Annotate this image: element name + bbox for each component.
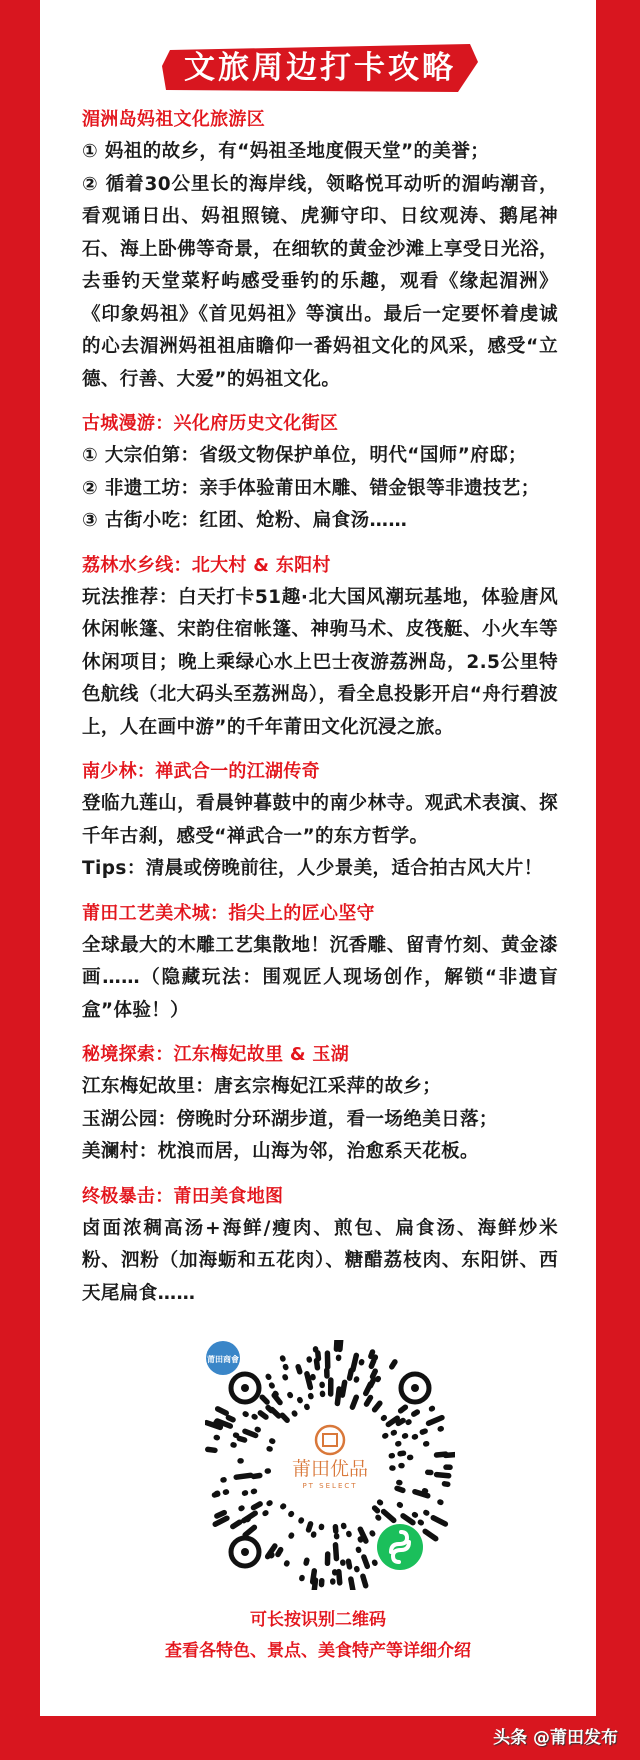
qr-dot bbox=[265, 1513, 266, 1514]
qr-dot bbox=[398, 1420, 403, 1423]
qr-dot bbox=[403, 1516, 413, 1523]
qr-dot bbox=[351, 1579, 353, 1590]
qr-dot bbox=[371, 1352, 373, 1356]
section-text: ① 妈祖的故乡，有“妈祖圣地度假天堂”的美誉； bbox=[82, 141, 490, 162]
qr-dot bbox=[352, 1397, 356, 1407]
qr-dot bbox=[340, 1340, 341, 1349]
qr-dot bbox=[239, 1439, 244, 1441]
title-banner bbox=[162, 44, 478, 92]
qr-dot bbox=[335, 1545, 336, 1559]
qr-dot bbox=[269, 1503, 270, 1504]
qr-dot bbox=[444, 1484, 447, 1485]
section-text: 美澜村：枕浪而居，山海为邻，治愈系天花板。 bbox=[82, 1141, 479, 1162]
logo-text: 莆田优品 bbox=[291, 1458, 369, 1480]
qr-dot bbox=[275, 1393, 276, 1394]
section-title: 终极暴击：莆田美食地图 bbox=[82, 1185, 284, 1207]
section-text: Tips：清晨或傍晚前往，人少景美，适合拍古风大片！ bbox=[82, 858, 543, 879]
qr-dot bbox=[375, 1403, 380, 1409]
qr-caption-primary: 可长按识别二维码 bbox=[250, 1610, 386, 1630]
qr-dot bbox=[414, 1412, 418, 1414]
qr-dot bbox=[420, 1522, 421, 1523]
source-watermark: 头条 @莆田发布 bbox=[493, 1728, 618, 1748]
qr-dot bbox=[425, 1531, 436, 1538]
qr-dot bbox=[375, 1508, 378, 1511]
qr-dot bbox=[307, 1374, 310, 1388]
qr-dot bbox=[339, 1572, 340, 1583]
qr-dot bbox=[228, 1418, 233, 1420]
section-text: ② 循着30公里长的海岸线，领略悦耳动听的湄屿潮音，看观诵日出、妈祖照镜、虎狮守印、日纹观涛、鹅尾神石、海上卧佛等奇景，在细软的黄金沙滩上享受日光浴，去垂钓天堂菜籽屿感受垂钓的乐趣，观看《缘起湄洲》《印象妈祖》《首见妈祖》等演出。最后一定要怀着虔诚的心去湄洲妈祖祖庙瞻仰一番妈祖文化的风采，感受“立德、行善、大爱”的妈祖文化。 bbox=[82, 173, 558, 390]
qr-dot bbox=[283, 1506, 284, 1507]
qr-dot bbox=[364, 1557, 367, 1566]
section-text: 全球最大的木雕工艺集散地！沉香雕、留青竹刻、黄金漆画……（隐藏玩法：围观匠人现场创作，解锁“非遗盲盒”体验！） bbox=[82, 934, 558, 1021]
mini-program-qr-code[interactable] bbox=[205, 1340, 455, 1590]
qr-dot bbox=[429, 1418, 442, 1424]
qr-dot bbox=[318, 1353, 319, 1359]
qr-dot bbox=[218, 1409, 227, 1413]
section bbox=[82, 408, 558, 538]
qr-dot bbox=[216, 1422, 221, 1424]
qr-dot bbox=[415, 1515, 416, 1516]
qr-dot bbox=[317, 1361, 318, 1368]
qr-dot bbox=[262, 1397, 267, 1402]
qr-dot bbox=[233, 1522, 240, 1526]
section-title: 莆田工艺美术城：指尖上的匠心坚守 bbox=[82, 902, 375, 924]
qr-dot bbox=[291, 1514, 292, 1515]
section bbox=[82, 104, 558, 396]
qr-dot bbox=[384, 1418, 385, 1419]
section-text: 登临九莲山，看晨钟暮鼓中的南少林寺。观武术表演、探千年古刹，感受“禅武合一”的东方哲学。 bbox=[82, 793, 558, 847]
qr-dot bbox=[306, 1560, 307, 1563]
qr-dot bbox=[397, 1488, 403, 1490]
section-title: 湄洲岛妈祖文化旅游区 bbox=[82, 109, 265, 130]
section bbox=[82, 1181, 558, 1311]
section-title: 秘境探索：江东梅妃故里 & 玉湖 bbox=[82, 1044, 350, 1065]
qr-dot bbox=[247, 1519, 248, 1520]
qr-dot bbox=[260, 1413, 266, 1417]
qr-dot bbox=[272, 1385, 273, 1386]
logo-emblem bbox=[316, 1426, 344, 1454]
qr-dot bbox=[373, 1371, 376, 1377]
section-text: ① 大宗伯第：省级文物保护单位，明代“国师”府邸； bbox=[82, 445, 527, 466]
qr-dot bbox=[437, 1475, 449, 1476]
qr-dot bbox=[245, 1431, 256, 1435]
qr-dot bbox=[400, 1453, 403, 1454]
section bbox=[82, 1039, 558, 1169]
qr-dot bbox=[384, 1512, 394, 1521]
avatar-text: 莆田商會 bbox=[207, 1355, 239, 1364]
qr-dot bbox=[254, 1417, 255, 1418]
qr-dot bbox=[433, 1518, 445, 1524]
qr-dot bbox=[348, 1561, 349, 1567]
qr-dot bbox=[282, 1415, 287, 1420]
qr-dot bbox=[378, 1517, 379, 1518]
section-title: 古城漫游：兴化府历史文化街区 bbox=[82, 413, 339, 434]
section-text: 玩法推荐：白天打卡51趣·北大国风潮玩基地，体验唐风休闲帐篷、宋韵住宿帐篷、神驹马术、皮筏艇、小火车等休闲项目；晚上乘绿心水上巴士夜游荔洲岛，2.5公里特色航线（北大码头至荔洲岛），看全息投影开启“舟行碧波上，人在画中游”的千年莆田文化沉浸之旅。 bbox=[82, 586, 558, 738]
section-text: 江东梅妃故里：唐玄宗梅妃江采萍的故乡； bbox=[82, 1076, 442, 1097]
qr-dot bbox=[380, 1502, 381, 1503]
logo-emblem-mark bbox=[323, 1434, 337, 1446]
qr-dot bbox=[363, 1576, 366, 1585]
qr-dot bbox=[215, 1518, 227, 1524]
logo-subtext: PT SELECT bbox=[302, 1482, 358, 1490]
qr-dot bbox=[314, 1580, 315, 1590]
section-title: 荔林水乡线：北大村 & 东阳村 bbox=[82, 554, 331, 576]
qr-dot bbox=[208, 1449, 215, 1450]
qr-dot bbox=[370, 1379, 373, 1385]
qr-dot bbox=[298, 1367, 300, 1372]
qr-dot bbox=[271, 1555, 272, 1556]
qr-dot bbox=[245, 1414, 246, 1415]
qr-dot bbox=[268, 1376, 269, 1377]
qr-dot bbox=[253, 1504, 260, 1508]
qr-dot bbox=[236, 1475, 250, 1477]
section-text: ③ 古街小吃：红团、炝粉、扁食汤…… bbox=[82, 510, 408, 531]
qr-finder-dot bbox=[241, 1548, 249, 1556]
section-title: 南少林：禅武合一的江湖传奇 bbox=[82, 761, 320, 782]
qr-dot bbox=[336, 1340, 337, 1349]
section-text: 玉湖公园：傍晚时分环湖步道，看一场绝美日落； bbox=[82, 1108, 498, 1130]
section bbox=[82, 898, 558, 1028]
qr-dot bbox=[371, 1361, 373, 1367]
section-text: 卤面浓稠高汤+海鲜/瘦肉、煎包、扁食汤、海鲜炒米粉、泗粉（加海蛎和五花肉）、糖醋荔枝肉、东阳饼、西天尾扁食…… bbox=[82, 1217, 558, 1304]
qr-dot bbox=[401, 1407, 406, 1411]
qr-dot bbox=[353, 1355, 356, 1369]
qr-dot bbox=[392, 1362, 395, 1367]
qr-finder-dot bbox=[411, 1384, 419, 1392]
qr-dot bbox=[254, 1476, 260, 1477]
qr-dot bbox=[278, 1550, 281, 1555]
qr-dot bbox=[217, 1513, 224, 1516]
qr-dot bbox=[422, 1431, 425, 1432]
article-body bbox=[82, 104, 558, 1322]
qr-dot bbox=[337, 1389, 339, 1404]
qr-dot bbox=[309, 1524, 311, 1530]
qr-dot bbox=[342, 1382, 344, 1395]
qr-finder-dot bbox=[241, 1384, 249, 1392]
qr-dot bbox=[367, 1398, 371, 1405]
section bbox=[82, 756, 558, 886]
qr-dot bbox=[245, 1527, 254, 1535]
page-title: 文旅周边打卡攻略 bbox=[184, 50, 456, 86]
qr-dot bbox=[294, 1413, 295, 1414]
qr-dot bbox=[446, 1454, 455, 1455]
qr-dot bbox=[372, 1533, 373, 1534]
section-text: ② 非遗工坊：亲手体验莆田木雕、错金银等非遗技艺； bbox=[82, 477, 540, 499]
qr-dot bbox=[268, 1408, 271, 1411]
qr-caption-secondary: 查看各特色、景点、美食特产等详细介绍 bbox=[165, 1641, 471, 1661]
section bbox=[82, 550, 558, 745]
